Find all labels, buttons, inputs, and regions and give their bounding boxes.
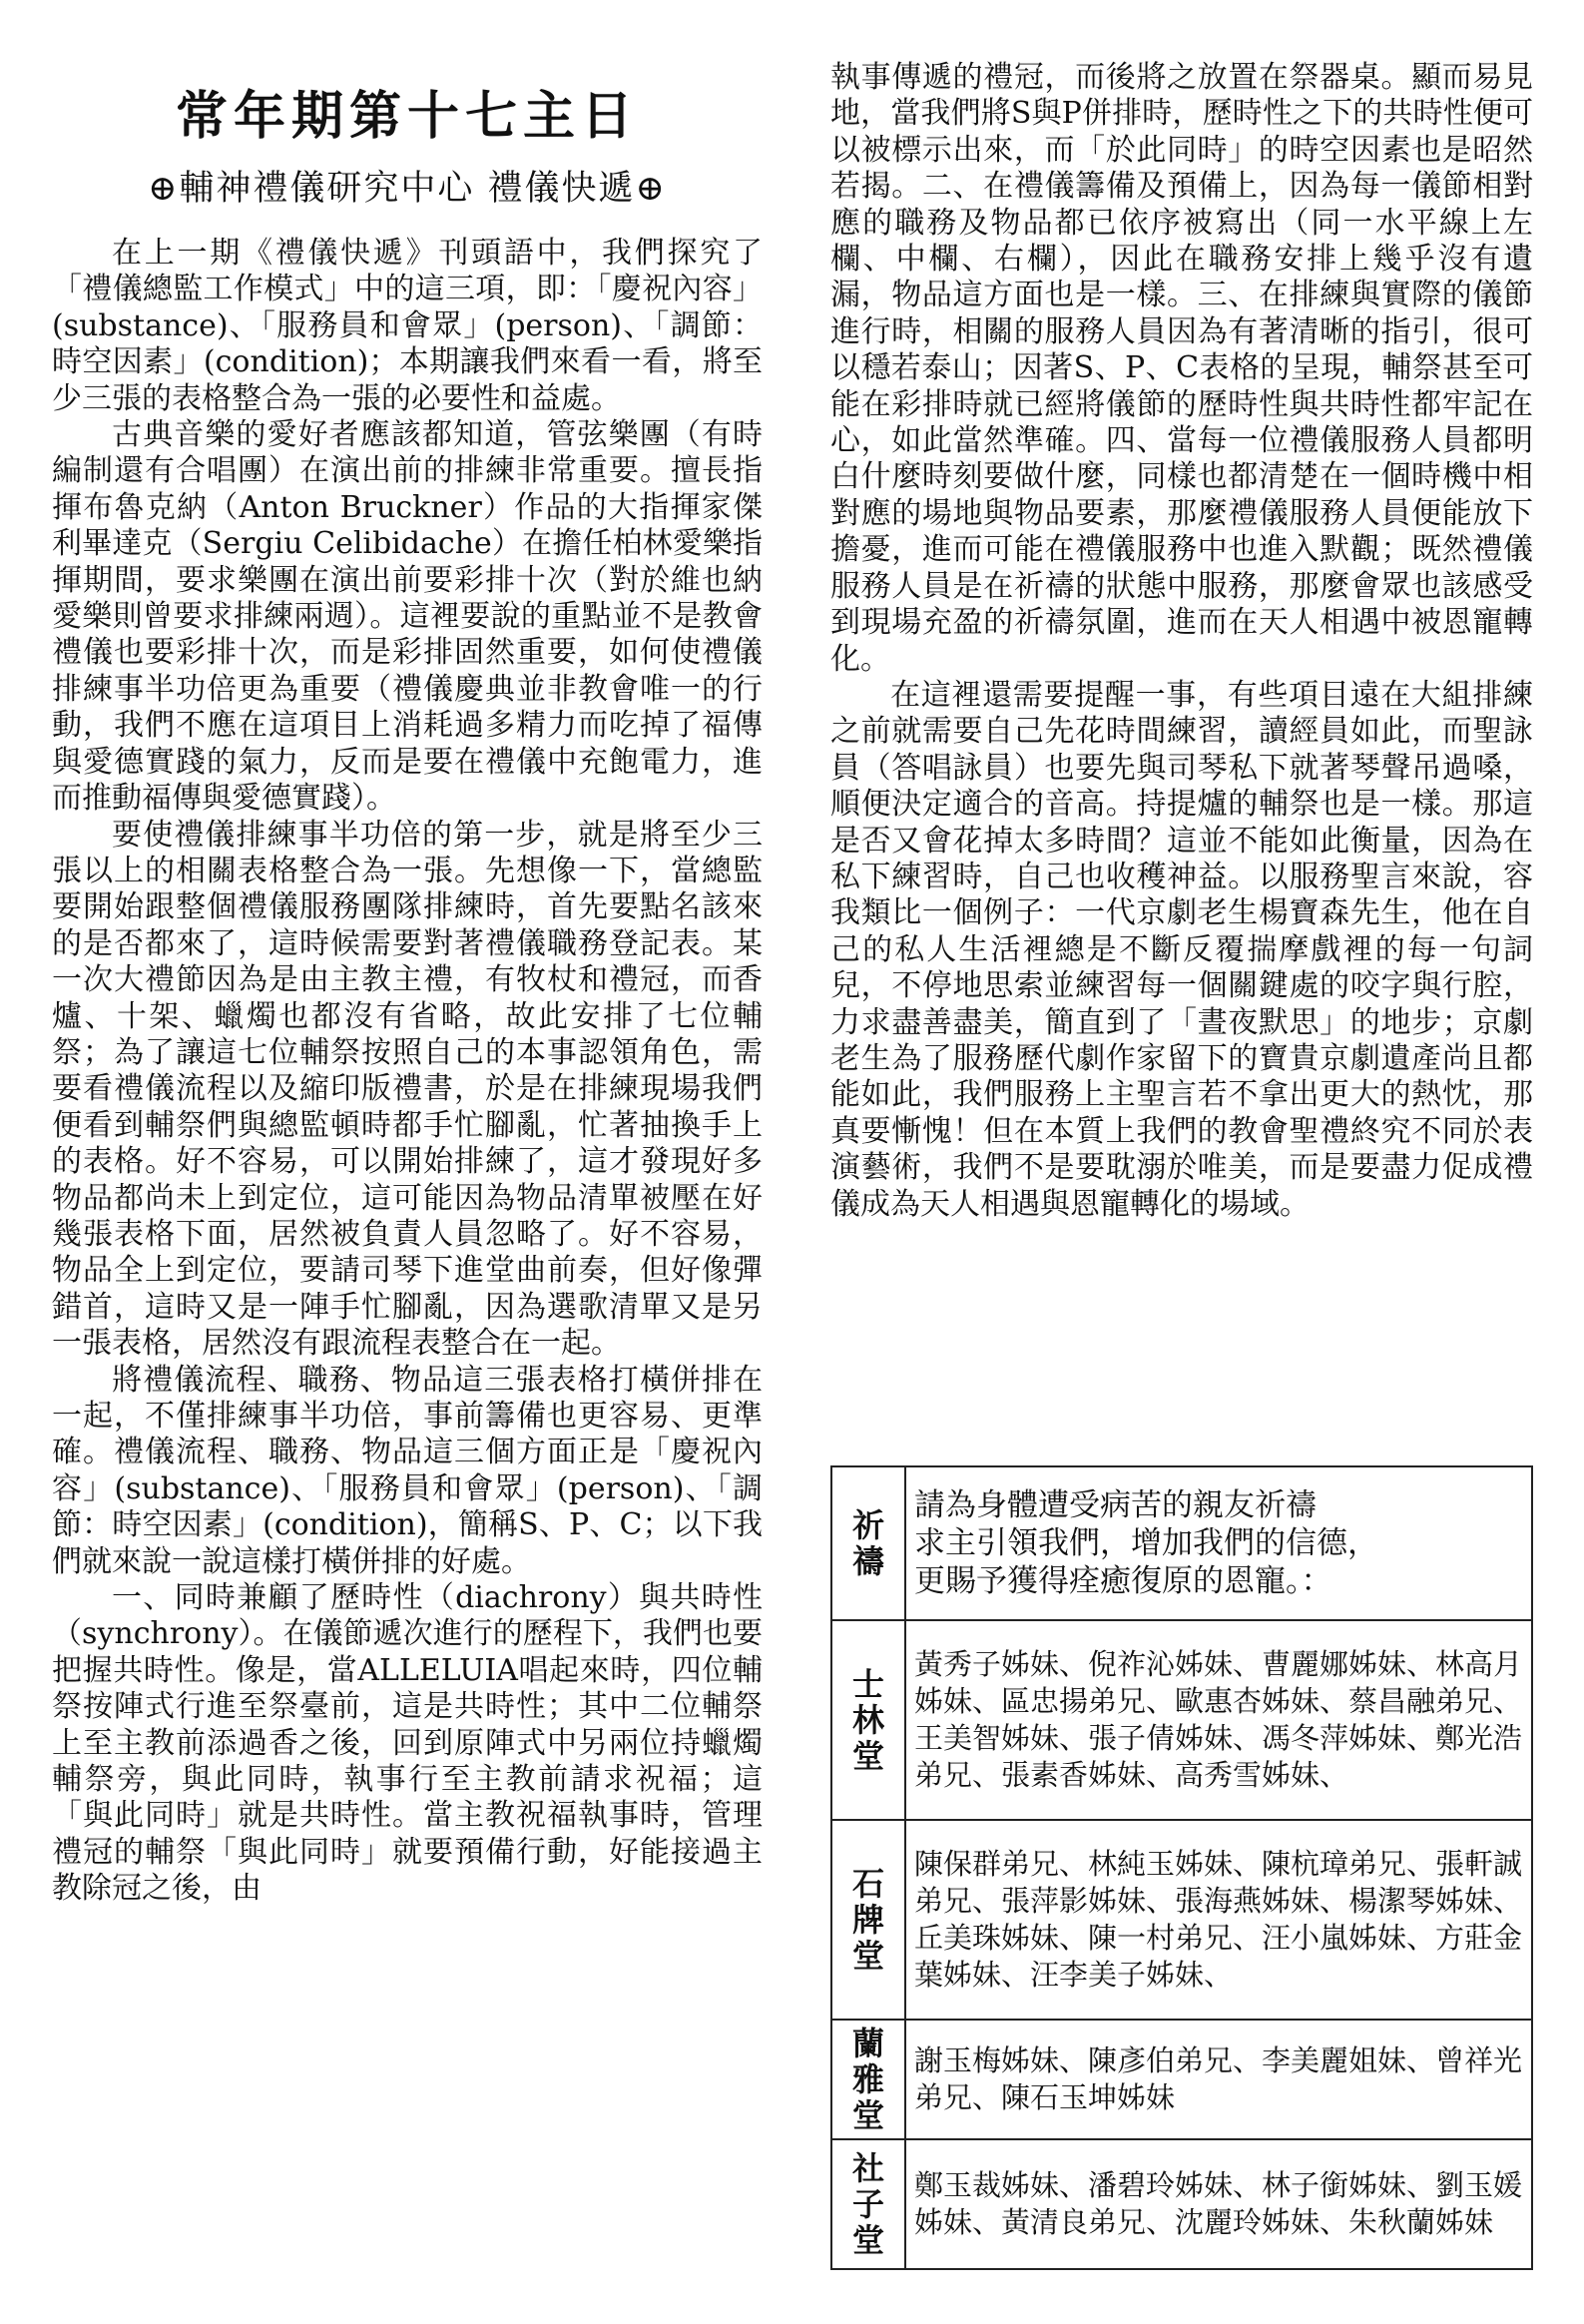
parish-row	[831, 1820, 1532, 2020]
parish-row	[831, 1620, 1532, 1820]
prayer-list-table	[830, 1465, 1533, 2270]
parish-row	[831, 2139, 1532, 2269]
article-paragraph: 一、同時兼顧了歷時性（diachrony）與共時性（synchrony）。在儀節遞次進行的歷程下，我們也要把握共時性。像是，當ALLELUIA唱起來時，四位輔祭按陣式行進至祭臺前，這是共時性；其中二位輔祭上至主教前添過香之後，回到原陣式中另兩位持蠟燭輔祭旁，與此同時，執事行至主教前請求祝福；這「與此同時」就是共時性。當主教祝福執事時，管理禮冠的輔祭「與此同時」就要預備行動，好能接過主教除冠之後，由	[52, 1580, 763, 1907]
prayer-line: 求主引領我們，增加我們的信德，	[914, 1525, 1378, 1561]
page-title: 常年期第十七主日	[175, 87, 639, 147]
parish-members: 謝玉梅姊妹、陳彥伯弟兄、李美麗姐妹、曾祥光弟兄、陳石玉坤姊妹	[905, 2020, 1532, 2139]
article-paragraph: 將禮儀流程、職務、物品這三張表格打橫併排在一起，不僅排練事半功倍，事前籌備也更容易、更準確。禮儀流程、職務、物品這三個方面正是「慶祝內容」(substance)、「服務員和會眾」(person)、「調節：時空因素」(condition)，簡稱S、P、C；以下我們就來說一說這樣打橫併排的好處。	[52, 1362, 763, 1579]
article-paragraph: 要使禮儀排練事半功倍的第一步，就是將至少三張以上的相關表格整合為一張。先想像一下，當總監要開始跟整個禮儀服務團隊排練時，首先要點名該來的是否都來了，這時候需要對著禮儀職務登記表。某一次大禮節因為是由主教主禮，有牧杖和禮冠，而香爐、十架、蠟燭也都沒有省略，故此安排了七位輔祭；為了讓這七位輔祭按照自己的本事認領角色，需要看禮儀流程以及縮印版禮書，於是在排練現場我們便看到輔祭們與總監頓時都手忙腳亂，忙著抽換手上的表格。好不容易，可以開始排練了，這才發現好多物品都尚未上到定位，這可能因為物品清單被壓在好幾張表格下面，居然被負責人員忽略了。好不容易，物品全上到定位，要請司琴下進堂曲前奏，但好像彈錯首，這時又是一陣手忙腳亂，因為選歌清單又是另一張表格，居然沒有跟流程表整合在一起。	[52, 817, 763, 1362]
parish-name: 蘭雅堂	[831, 2020, 905, 2139]
prayer-intro	[905, 1466, 1532, 1620]
page-subtitle: ⊕輔神禮儀研究中心 禮儀快遞⊕	[148, 169, 667, 209]
left-column	[52, 62, 763, 1908]
prayer-line: 請為身體遭受病苦的親友祈禱	[914, 1487, 1317, 1523]
prayer-intro-row	[831, 1466, 1532, 1620]
right-column	[830, 60, 1533, 1223]
parish-members: 陳保群弟兄、林純玉姊妹、陳杭璋弟兄、張軒誠弟兄、張萍影姊妹、張海燕姊妹、楊潔琴姊妹、丘美珠姊妹、陳一村弟兄、汪小嵐姊妹、方莊金葉姊妹、汪李美子姊妹、	[905, 1820, 1532, 2020]
article-paragraph: 在上一期《禮儀快遞》刊頭語中，我們探究了「禮儀總監工作模式」中的這三項，即：「慶祝內容」(substance)、「服務員和會眾」(person)、「調節：時空因素」(condition)；本期讓我們來看一看，將至少三張的表格整合為一張的必要性和益處。	[52, 236, 763, 416]
parish-row	[831, 2020, 1532, 2139]
parish-name: 士林堂	[831, 1620, 905, 1820]
parish-members: 鄭玉裁姊妹、潘碧玲姊妹、林子銜姊妹、劉玉媛姊妹、黃清良弟兄、沈麗玲姊妹、朱秋蘭姊妹	[905, 2139, 1532, 2269]
prayer-heading	[831, 1466, 905, 1620]
article-paragraph: 執事傳遞的禮冠，而後將之放置在祭器桌。顯而易見地，當我們將S與P併排時，歷時性之下的共時性便可以被標示出來，而「於此同時」的時空因素也是昭然若揭。二、在禮儀籌備及預備上，因為每一儀節相對應的職務及物品都已依序被寫出（同一水平線上左欄、中欄、右欄），因此在職務安排上幾乎沒有遺漏，物品這方面也是一樣。三、在排練與實際的儀節進行時，相關的服務人員因為有著清晰的指引，很可以穩若泰山；因著S、P、C表格的呈現，輔祭甚至可能在彩排時就已經將儀節的歷時性與共時性都牢記在心，如此當然準確。四、當每一位禮儀服務人員都明白什麼時刻要做什麼，同樣也都清楚在一個時機中相對應的場地與物品要素，那麼禮儀服務人員便能放下擔憂，進而可能在禮儀服務中也進入默觀；既然禮儀服務人員是在祈禱的狀態中服務，那麼會眾也該感受到現場充盈的祈禱氛圍，進而在天人相遇中被恩寵轉化。	[830, 60, 1533, 677]
prayer-heading-text: 祈禱	[852, 1506, 885, 1580]
parish-members: 黃秀子姊妹、倪祚沁姊妹、曹麗娜姊妹、林高月姊妹、區忠揚弟兄、歐惠杏姊妹、蔡昌融弟兄、王美智姊妹、張子倩姊妹、馮冬萍姊妹、鄭光浩弟兄、張素香姊妹、高秀雪姊妹、	[905, 1620, 1532, 1820]
parish-name: 社子堂	[831, 2139, 905, 2269]
article-paragraph: 在這裡還需要提醒一事，有些項目遠在大組排練之前就需要自己先花時間練習，讀經員如此，而聖詠員（答唱詠員）也要先與司琴私下就著琴聲吊過嗓，順便決定適合的音高。持提爐的輔祭也是一樣。那這是否又會花掉太多時間？這並不能如此衡量，因為在私下練習時，自己也收穫神益。以服務聖言來說，容我類比一個例子：一代京劇老生楊寶森先生，他在自己的私人生活裡總是不斷反覆揣摩戲裡的每一句詞兒，不停地思索並練習每一個關鍵處的咬字與行腔，力求盡善盡美，簡直到了「晝夜默思」的地步；京劇老生為了服務歷代劇作家留下的寶貴京劇遺產尚且都能如此，我們服務上主聖言若不拿出更大的熱忱，那真要慚愧！但在本質上我們的教會聖禮終究不同於表演藝術，我們不是要耽溺於唯美，而是要盡力促成禮儀成為天人相遇與恩寵轉化的場域。	[830, 677, 1533, 1222]
article-paragraph: 古典音樂的愛好者應該都知道，管弦樂團（有時編制還有合唱團）在演出前的排練非常重要。擅長指揮布魯克納（Anton Bruckner）作品的大指揮家傑利畢達克（Sergiu Celibidache）在擔任柏林愛樂指揮期間，要求樂團在演出前要彩排十次（對於維也納愛樂則曾要求排練兩週）。這裡要說的重點並不是教會禮儀也要彩排十次，而是彩排固然重要，如何使禮儀排練事半功倍更為重要（禮儀慶典並非教會唯一的行動，我們不應在這項目上消耗過多精力而吃掉了福傳與愛德實踐的氣力，反而是要在禮儀中充飽電力，進而推動福傳與愛德實踐）。	[52, 417, 763, 817]
parish-name: 石牌堂	[831, 1820, 905, 2020]
prayer-line: 更賜予獲得痊癒復原的恩寵。：	[914, 1563, 1332, 1599]
